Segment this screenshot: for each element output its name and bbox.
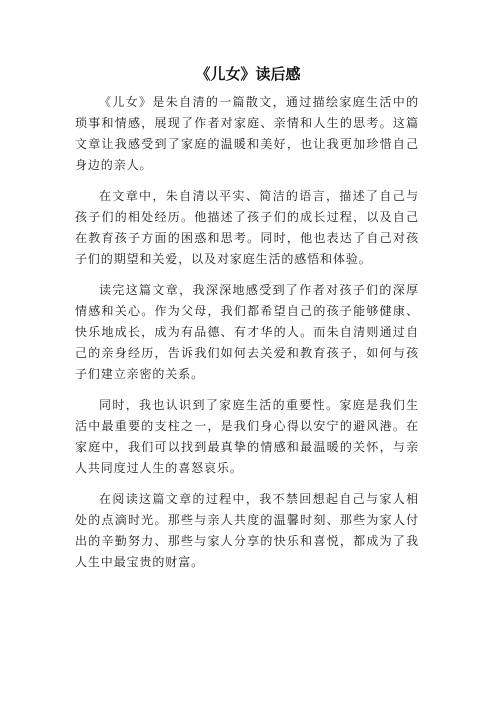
- paragraph-3: 读完这篇文章，我深深地感受到了作者对孩子们的深厚情感和关心。作为父母，我们都希望自己的孩子能够健康、快乐地成长，成为有品德、有才华的人。而朱自清则通过自己的亲身经历，告诉我们如何去关爱和教育孩子，如何与孩子们建立亲密的关系。: [75, 283, 419, 381]
- paragraph-4: 同时，我也认识到了家庭生活的重要性。家庭是我们生活中最重要的支柱之一，是我们身心得以安宁的避风港。在家庭中，我们可以找到最真挚的情感和最温暖的关怀，与亲人共同度过人生的喜怒哀乐。: [75, 398, 419, 475]
- document-body: [75, 92, 419, 583]
- paragraph-5: 在阅读这篇文章的过程中，我不禁回想起自己与家人相处的点滴时光。那些与亲人共度的温馨时刻、那些为家人付出的辛勤努力、那些与家人分享的快乐和喜悦，都成为了我人生中最宝贵的财富。: [75, 492, 419, 569]
- paragraph-1: 《儿女》是朱自清的一篇散文，通过描绘家庭生活中的琐事和情感，展现了作者对家庭、亲情和人生的思考。这篇文章让我感受到了家庭的温暖和美好，也让我更加珍惜自己身边的亲人。: [75, 95, 419, 172]
- paragraph-2: 在文章中，朱自清以平实、简洁的语言，描述了自己与孩子们的相处经历。他描述了孩子们的成长过程，以及自己在教育孩子方面的困惑和思考。同时，他也表达了自己对孩子们的期望和关爱，以及对家庭生活的感悟和体验。: [75, 189, 419, 266]
- document-title: 《儿女》读后感: [195, 65, 301, 83]
